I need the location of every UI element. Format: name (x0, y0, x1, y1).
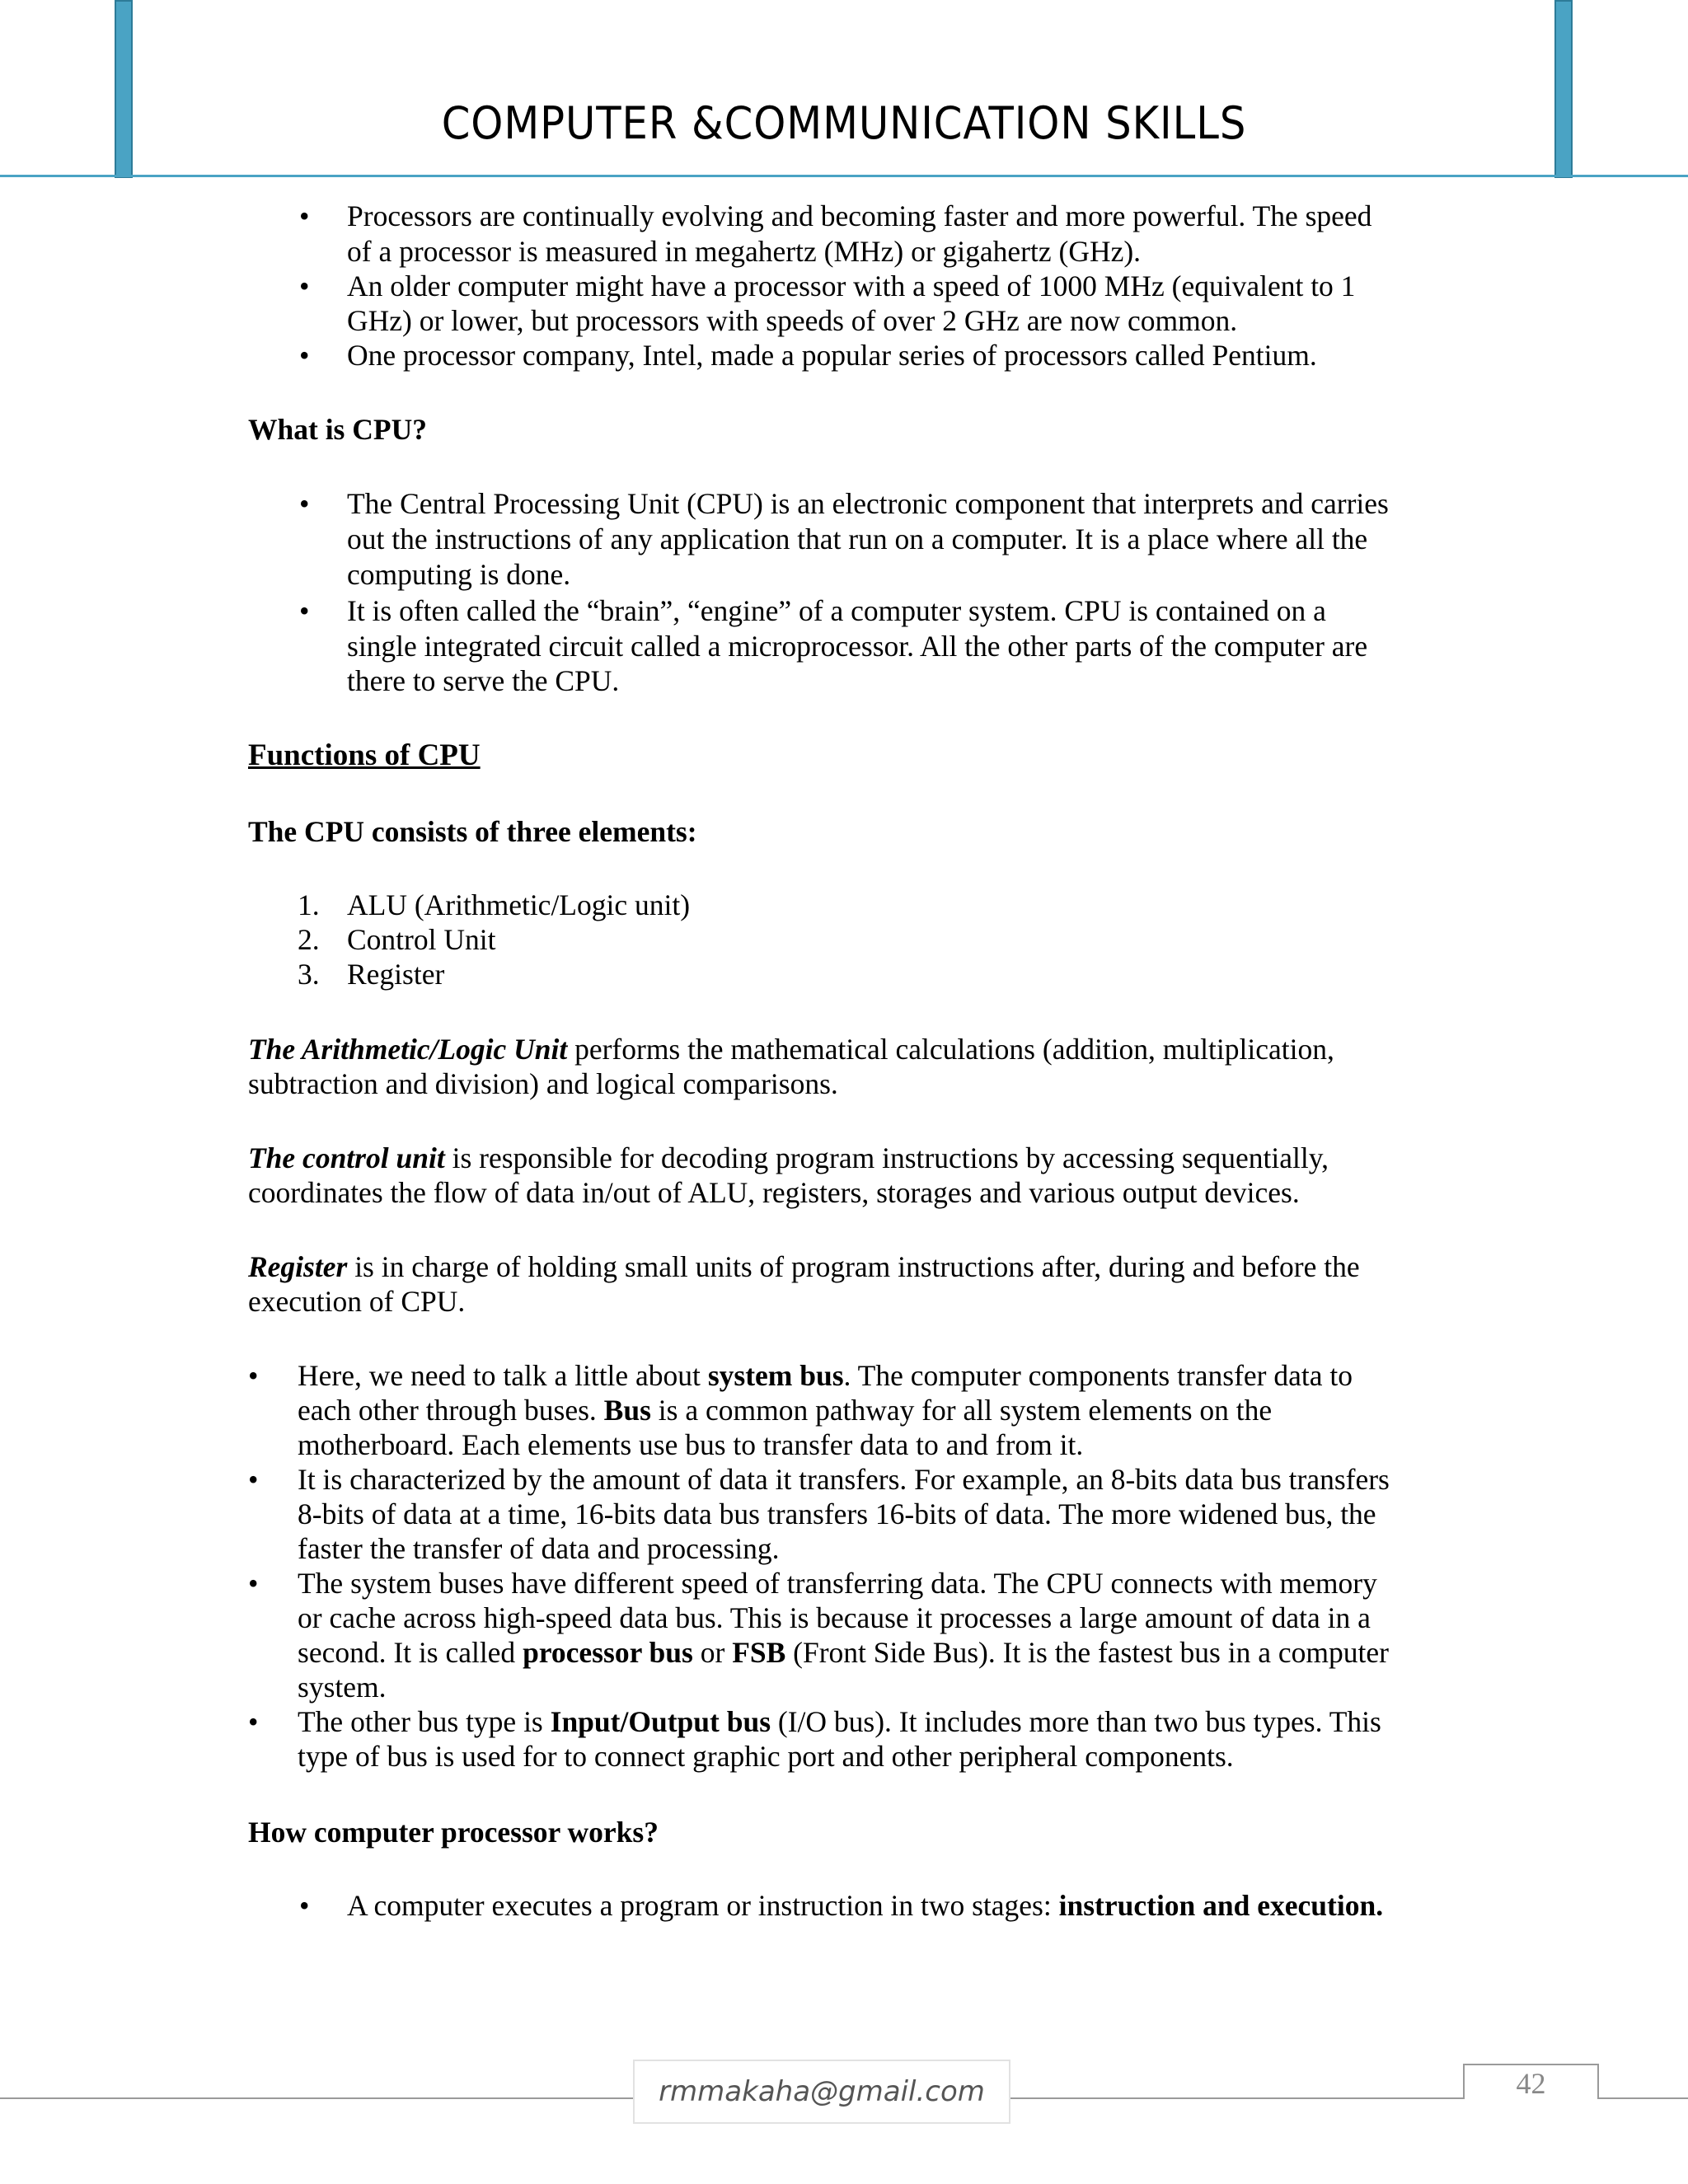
bus-bullet-3-line-4: system. (298, 1671, 387, 1704)
control-unit-text: is responsible for decoding program instructions by accessing sequentially, (444, 1141, 1329, 1174)
bus-bullet-3-line-2: or cache across high-speed data bus. This is because it processes a large amount of data in a (298, 1601, 1371, 1634)
header-right-bar (1554, 0, 1573, 178)
cpu-bullet-2-line-1: It is often called the “brain”, “engine” of a computer system. CPU is contained on a (347, 594, 1326, 627)
register-text: is in charge of holding small units of program instructions after, during and before the (347, 1250, 1360, 1283)
bus-bullet-4-line-2: type of bus is used for to connect graphic port and other peripheral components. (298, 1740, 1234, 1773)
header-left-bar (115, 0, 133, 178)
bullet-glyph: • (299, 269, 310, 302)
alu-paragraph-line-2: subtraction and division) and logical comparisons. (248, 1067, 838, 1100)
intro-bullet-1-line-2: of a processor is measured in megahertz (MHz) or gigahertz (GHz). (347, 235, 1142, 268)
control-unit-paragraph-line-2: coordinates the flow of data in/out of ALU, registers, storages and various output devices. (248, 1176, 1300, 1209)
alu-text: performs the mathematical calculations (addition, multiplication, (567, 1033, 1334, 1066)
bullet-glyph: • (299, 199, 310, 232)
bullet-glyph: • (248, 1705, 259, 1738)
footer-rule-left (0, 2097, 635, 2099)
cpu-bullet-1-line-2: out the instructions of any application that run on a computer. It is a place where all the (347, 523, 1368, 555)
bus-bullet-3-line-1: The system buses have different speed of transferring data. The CPU connects with memory (298, 1567, 1377, 1600)
intro-bullet-2-line-2: GHz) or lower, but processors with speeds of over 2 GHz are now common. (347, 304, 1238, 337)
footer-email: rmmakaha@gmail.com (633, 2060, 1010, 2124)
cpu-bullet-2-line-2: single integrated circuit called a microprocessor. All the other parts of the computer are (347, 630, 1368, 663)
page-number: 42 (1463, 2064, 1599, 2099)
control-unit-term: The control unit (248, 1141, 445, 1174)
alu-paragraph-line-1 (248, 1032, 1334, 1067)
cpu-bullet-1-line-3: computing is done. (347, 558, 571, 591)
element-3-text: Register (347, 958, 445, 991)
element-2-number: 2. (298, 923, 320, 956)
bullet-glyph: • (299, 339, 310, 372)
bus-bullet-4-line-1: The other bus type is Input/Output bus (I/O bus). It includes more than two bus types. This (298, 1705, 1381, 1738)
register-term: Register (248, 1250, 348, 1283)
bus-bullet-2-line-1: It is characterized by the amount of data it transfers. For example, an 8-bits data bus transfers (298, 1463, 1390, 1496)
header-rule (0, 175, 1688, 177)
bus-bullet-1-line-1: Here, we need to talk a little about system bus. The computer components transfer data to (298, 1359, 1353, 1392)
bullet-glyph: • (248, 1359, 259, 1392)
element-1-text: ALU (Arithmetic/Logic unit) (347, 888, 691, 921)
alu-term: The Arithmetic/Logic Unit (248, 1033, 568, 1066)
bullet-glyph: • (299, 487, 310, 520)
element-3-number: 3. (298, 958, 320, 991)
bus-bullet-2-line-3: faster the transfer of data and processing. (298, 1532, 780, 1565)
bus-bullet-3-line-3: second. It is called processor bus or FSB (Front Side Bus). It is the fastest bus in a computer (298, 1636, 1389, 1669)
bullet-glyph: • (299, 1889, 310, 1922)
works-bullet-line-1: A computer executes a program or instruction in two stages: instruction and execution. (347, 1889, 1384, 1922)
control-unit-paragraph-line-1 (248, 1141, 1329, 1176)
intro-bullet-3-line-1: One processor company, Intel, made a popular series of processors called Pentium. (347, 339, 1317, 372)
footer-rule-far-right (1599, 2097, 1688, 2099)
section-heading-functions-of-cpu: Functions of CPU (248, 738, 481, 772)
bullet-glyph: • (248, 1463, 259, 1496)
intro-bullet-2-line-1: An older computer might have a processor with a speed of 1000 MHz (equivalent to 1 (347, 269, 1356, 302)
bus-bullet-1-line-2: each other through buses. Bus is a common pathway for all system elements on the (298, 1394, 1273, 1427)
elements-heading: The CPU consists of three elements: (248, 815, 697, 848)
page-header-title: COMPUTER &COMMUNICATION SKILLS (441, 97, 1247, 149)
intro-bullet-1-line-1: Processors are continually evolving and becoming faster and more powerful. The speed (347, 199, 1372, 232)
bus-bullet-1-line-3: motherboard. Each elements use bus to transfer data to and from it. (298, 1428, 1084, 1461)
bullet-glyph: • (299, 594, 310, 627)
section-heading-what-is-cpu: What is CPU? (248, 413, 427, 446)
bullet-glyph: • (248, 1567, 259, 1600)
footer-rule-right (1010, 2097, 1463, 2099)
cpu-bullet-1-line-1: The Central Processing Unit (CPU) is an electronic component that interprets and carries (347, 487, 1389, 520)
section-heading-how-processor-works: How computer processor works? (248, 1816, 659, 1849)
register-paragraph-line-2: execution of CPU. (248, 1285, 466, 1318)
element-2-text: Control Unit (347, 923, 496, 956)
bus-bullet-2-line-2: 8-bits of data at a time, 16-bits data bus transfers 16-bits of data. The more widened bus, the (298, 1497, 1376, 1530)
cpu-bullet-2-line-3: there to serve the CPU. (347, 664, 620, 697)
register-paragraph-line-1 (248, 1249, 1360, 1285)
element-1-number: 1. (298, 888, 320, 921)
